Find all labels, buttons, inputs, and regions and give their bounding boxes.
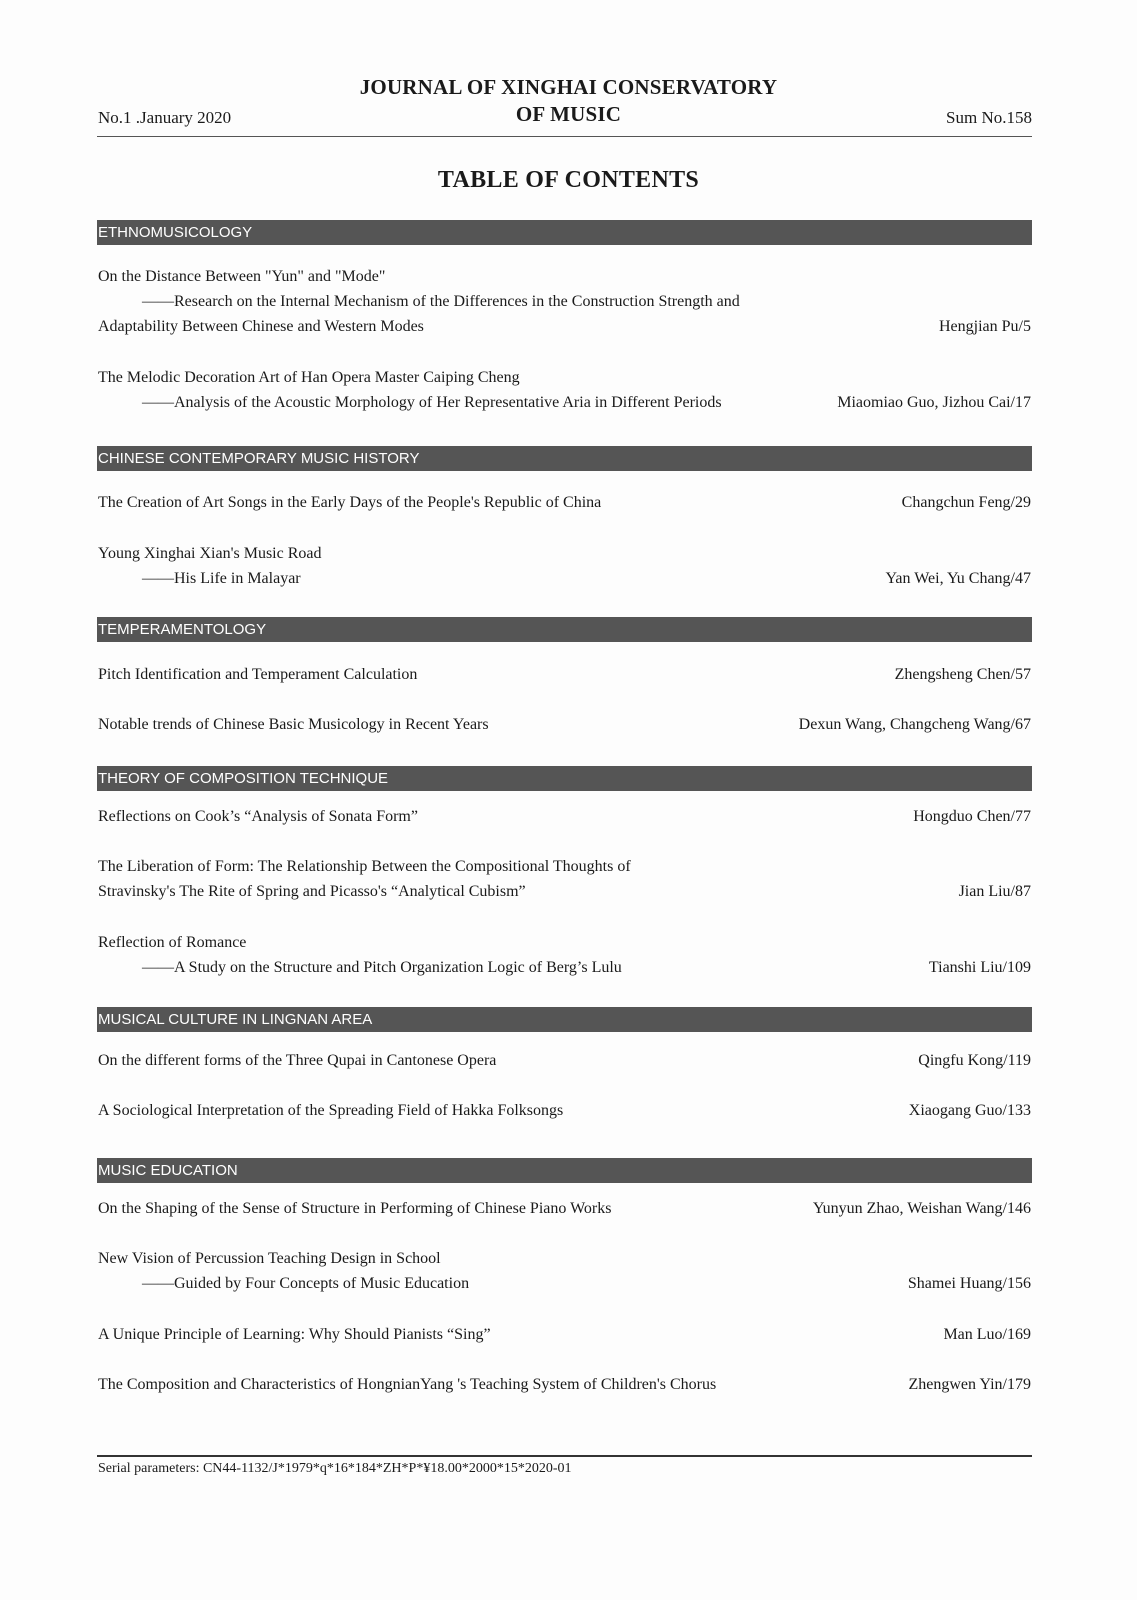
- issue-info: No.1 .January 2020: [98, 108, 232, 127]
- header-rule: [97, 136, 1032, 137]
- toc-entry: [98, 1196, 1031, 1221]
- entry-title: Reflection of Romance: [98, 934, 247, 951]
- entry-title-cont: Stravinsky's The Rite of Spring and Picasso's “Analytical Cubism” Jian Liu/87: [98, 879, 1031, 904]
- entry-title: Pitch Identification and Temperament Calculation Zhengsheng Chen/57: [98, 662, 1031, 687]
- entry-title: On the different forms of the Three Qupai in Cantonese Opera Qingfu Kong/119: [98, 1048, 1031, 1073]
- section-header: MUSIC EDUCATION: [97, 1158, 1032, 1183]
- entry-subtitle: ——His Life in Malayar Yan Wei, Yu Chang/47: [98, 566, 1031, 591]
- entry-title: New Vision of Percussion Teaching Design in School: [98, 1250, 441, 1267]
- toc-entry: [98, 365, 1031, 415]
- entry-title: The Liberation of Form: The Relationship Between the Compositional Thoughts of: [98, 858, 631, 875]
- entry-title-cont: Adaptability Between Chinese and Western Modes Hengjian Pu/5: [98, 314, 1031, 339]
- entry-title: On the Shaping of the Sense of Structure in Performing of Chinese Piano Works Yunyun Zhao, Weishan Wang/146: [98, 1196, 1031, 1221]
- entry-title: The Composition and Characteristics of HongnianYang 's Teaching System of Children's Chorus Zhengwen Yin/179: [98, 1372, 1031, 1397]
- entry-title: A Unique Principle of Learning: Why Should Pianists “Sing” Man Luo/169: [98, 1322, 1031, 1347]
- entry-author: Man Luo/169: [943, 1326, 1031, 1343]
- toc-entry: [98, 541, 1031, 591]
- toc-heading: TABLE OF CONTENTS: [437, 167, 700, 193]
- entry-author: Shamei Huang/156: [907, 1275, 1031, 1292]
- entry-author: Changchun Feng/29: [901, 494, 1031, 511]
- entry-title: A Sociological Interpretation of the Spreading Field of Hakka Folksongs Xiaogang Guo/133: [98, 1098, 1031, 1123]
- entry-author: Jian Liu/87: [958, 883, 1031, 900]
- journal-title-line-2: OF MUSIC: [515, 102, 622, 126]
- entry-author: Zhengwen Yin/179: [908, 1376, 1031, 1393]
- entry-subtitle: ——Guided by Four Concepts of Music Education Shamei Huang/156: [98, 1271, 1031, 1296]
- toc-entry: [98, 712, 1031, 737]
- entry-title: The Creation of Art Songs in the Early Days of the People's Republic of China Changchun Feng/29: [98, 490, 1031, 515]
- toc-entry: [98, 662, 1031, 687]
- toc-entry: [98, 1322, 1031, 1347]
- journal-title-line-1: JOURNAL OF XINGHAI CONSERVATORY: [359, 75, 778, 99]
- toc-entry: [98, 1372, 1031, 1397]
- entry-author: Yunyun Zhao, Weishan Wang/146: [812, 1200, 1031, 1217]
- entry-author: Xiaogang Guo/133: [908, 1102, 1031, 1119]
- entry-author: Dexun Wang, Changcheng Wang/67: [798, 716, 1031, 733]
- entry-title: On the Distance Between "Yun" and "Mode": [98, 268, 386, 285]
- entry-subtitle: ——A Study on the Structure and Pitch Organization Logic of Berg’s Lulu Tianshi Liu/109: [98, 955, 1031, 980]
- entry-title: The Melodic Decoration Art of Han Opera Master Caiping Cheng: [98, 369, 520, 386]
- entry-subtitle: ——Research on the Internal Mechanism of the Differences in the Construction Strength and: [142, 293, 740, 310]
- toc-entry: [98, 930, 1031, 980]
- section-header: TEMPERAMENTOLOGY: [97, 617, 1032, 642]
- entry-author: Miaomiao Guo, Jizhou Cai/17: [837, 394, 1031, 411]
- toc-entry: [98, 854, 1031, 904]
- toc-entry: [98, 804, 1031, 829]
- toc-entry: [98, 1098, 1031, 1123]
- entry-author: Hengjian Pu/5: [939, 318, 1031, 335]
- entry-author: Yan Wei, Yu Chang/47: [885, 570, 1031, 587]
- toc-entry: [98, 1246, 1031, 1296]
- section-header: THEORY OF COMPOSITION TECHNIQUE: [97, 766, 1032, 791]
- entry-author: Tianshi Liu/109: [928, 959, 1031, 976]
- entry-author: Qingfu Kong/119: [918, 1052, 1031, 1069]
- toc-entry: [98, 264, 1031, 339]
- sum-number: Sum No.158: [946, 108, 1032, 127]
- toc-entry: [98, 1048, 1031, 1073]
- section-header: ETHNOMUSICOLOGY: [97, 220, 1032, 245]
- entry-title: Young Xinghai Xian's Music Road: [98, 545, 322, 562]
- entry-title: Reflections on Cook’s “Analysis of Sonata Form” Hongduo Chen/77: [98, 804, 1031, 829]
- section-header: MUSICAL CULTURE IN LINGNAN AREA: [97, 1007, 1032, 1032]
- serial-parameters: Serial parameters: CN44-1132/J*1979*q*16*184*ZH*P*¥18.00*2000*15*2020-01: [98, 1461, 572, 1476]
- footer-rule: [97, 1455, 1032, 1457]
- toc-entry: [98, 490, 1031, 515]
- entry-subtitle: ——Analysis of the Acoustic Morphology of Her Representative Aria in Different Periods Miaomiao Guo, Jizhou Cai/17: [98, 390, 1031, 415]
- entry-author: Zhengsheng Chen/57: [894, 666, 1031, 683]
- section-header: CHINESE CONTEMPORARY MUSIC HISTORY: [97, 446, 1032, 471]
- entry-author: Hongduo Chen/77: [913, 808, 1031, 825]
- entry-title: Notable trends of Chinese Basic Musicology in Recent Years Dexun Wang, Changcheng Wang/67: [98, 712, 1031, 737]
